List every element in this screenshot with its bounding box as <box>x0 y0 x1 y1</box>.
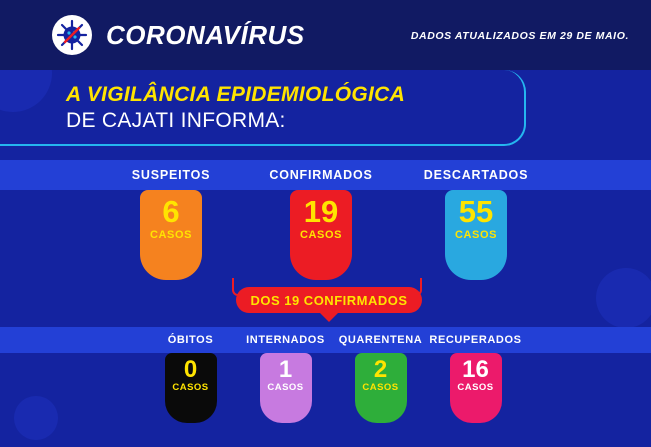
stat-quarentena <box>333 353 428 423</box>
stat-badge <box>355 353 407 423</box>
stat-value: 1 <box>278 356 293 383</box>
updated-date: DADOS ATUALIZADOS EM 29 DE MAIO. <box>410 30 629 42</box>
header-bar <box>0 0 651 70</box>
headline-block <box>0 70 526 146</box>
stat-value: 16 <box>462 356 489 383</box>
stat-badge <box>165 353 217 423</box>
background-virus-decoration <box>596 268 651 328</box>
stat-suspeitos <box>96 190 246 280</box>
stat-badge <box>445 190 507 280</box>
stat-obitos <box>143 353 238 423</box>
stat-unit: CASOS <box>362 382 399 394</box>
stat-confirmados <box>246 190 396 280</box>
headline-line-1: A VIGILÂNCIA EPIDEMIOLÓGICA <box>66 83 406 106</box>
label-confirmados: CONFIRMADOS <box>269 168 373 182</box>
logo <box>52 15 305 55</box>
breakdown-pill: DOS 19 CONFIRMADOS <box>236 287 422 313</box>
stat-unit: CASOS <box>267 382 304 394</box>
stat-unit: CASOS <box>457 382 494 394</box>
breakdown-arrow-icon <box>318 311 340 322</box>
stat-unit: CASOS <box>149 228 193 241</box>
label-recuperados: RECUPERADOS <box>429 334 522 346</box>
virus-icon <box>52 15 92 55</box>
stat-badge <box>260 353 312 423</box>
label-descartados: DESCARTADOS <box>423 168 529 182</box>
stat-value: 2 <box>373 356 388 383</box>
label-quarentena: QUARENTENA <box>338 334 423 346</box>
bottom-stats-labels <box>0 327 651 353</box>
stat-unit: CASOS <box>299 228 343 241</box>
top-stats-labels <box>0 160 651 190</box>
top-stats-values <box>96 190 566 280</box>
stat-badge <box>450 353 502 423</box>
label-suspeitos: SUSPEITOS <box>131 168 211 182</box>
stat-value: 6 <box>162 194 180 229</box>
stat-recuperados <box>428 353 523 423</box>
bottom-stats-values <box>143 353 523 423</box>
brand-title: CORONAVÍRUS <box>106 19 305 50</box>
label-internados: INTERNADOS <box>246 334 325 346</box>
stat-internados <box>238 353 333 423</box>
headline-line-2: DE CAJATI INFORMA: <box>66 109 286 133</box>
stat-badge <box>290 190 352 280</box>
stat-unit: CASOS <box>454 228 498 241</box>
label-obitos: ÓBITOS <box>167 334 214 346</box>
stat-descartados <box>396 190 556 280</box>
stat-value: 19 <box>303 194 339 229</box>
background-virus-decoration <box>14 396 58 440</box>
stat-unit: CASOS <box>172 382 209 394</box>
stat-badge <box>140 190 202 280</box>
stat-value: 55 <box>458 194 494 229</box>
stat-value: 0 <box>183 356 198 383</box>
